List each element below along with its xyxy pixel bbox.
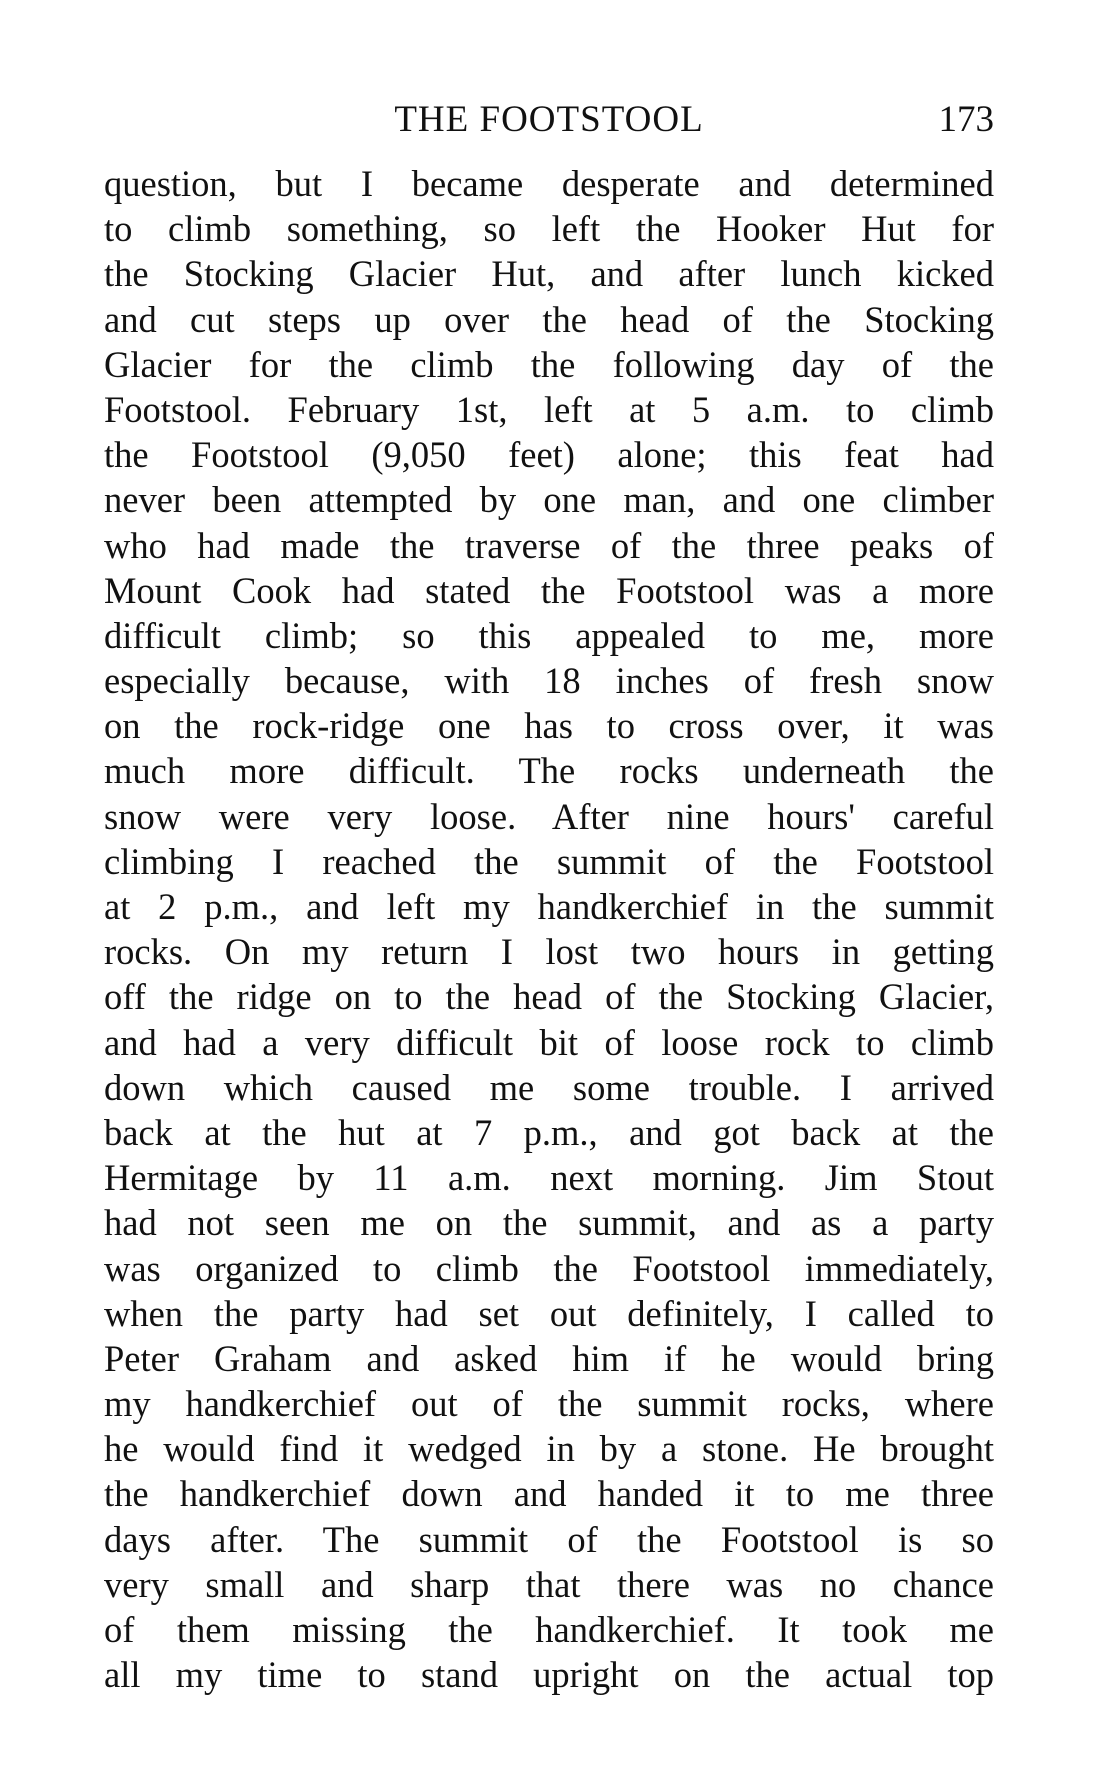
text-line: Mount Cook had stated the Footstool was a more [104,569,994,611]
text-line: when the party had set out definitely, I called to [104,1292,994,1334]
text-line: was organized to climb the Footstool immediately, [104,1247,994,1289]
text-line: at 2 p.m., and left my handkerchief in the summit [104,886,994,927]
text-line: my handkerchief out of the summit rocks, where [104,1383,994,1425]
running-title: THE FOOTSTOOL [394,99,704,140]
text-line: and cut steps up over the head of the Stocking [104,298,994,340]
text-line: Footstool. February 1st, left at 5 a.m. to climb [104,388,994,430]
text-line: difficult climb; so this appealed to me, more [104,614,994,656]
text-line: Glacier for the climb the following day of the [104,343,994,385]
text-line: rocks. On my return I lost two hours in getting [104,931,994,973]
text-line: Hermitage by 11 a.m. next morning. Jim Stout [104,1157,994,1199]
text-line: and had a very difficult bit of loose rock to climb [104,1021,994,1063]
text-line: had not seen me on the summit, and as a party [104,1202,994,1244]
text-line: back at the hut at 7 p.m., and got back at the [104,1111,994,1153]
text-line: never been attempted by one man, and one climber [104,479,994,521]
page-number: 173 [938,99,994,140]
text-line: days after. The summit of the Footstool is so [104,1518,994,1560]
text-line: the handkerchief down and handed it to me three [104,1473,994,1515]
text-line: Peter Graham and asked him if he would bring [104,1337,994,1379]
text-line: very small and sharp that there was no chance [104,1563,994,1605]
text-line: the Footstool (9,050 feet) alone; this feat had [104,434,994,476]
text-line: to climb something, so left the Hooker Hut for [104,208,994,250]
text-line: he would find it wedged in by a stone. He brought [104,1428,994,1470]
text-line: who had made the traverse of the three peaks of [104,524,994,566]
running-head [104,96,994,144]
text-line: climbing I reached the summit of the Footstool [104,840,994,882]
text-line: all my time to stand upright on the actual top [104,1654,994,1696]
text-line: down which caused me some trouble. I arrived [104,1066,994,1108]
text-line: snow were very loose. After nine hours' careful [104,795,994,837]
text-line: of them missing the handkerchief. It took me [104,1609,994,1650]
text-line: the Stocking Glacier Hut, and after lunch kicked [104,253,994,295]
body-text [104,161,994,1697]
text-line: much more difficult. The rocks underneath the [104,750,994,792]
text-line: question, but I became desperate and determined [104,163,994,204]
text-line: off the ridge on to the head of the Stocking Glacier, [104,976,994,1018]
text-line: especially because, with 18 inches of fresh snow [104,660,994,702]
text-line: on the rock-ridge one has to cross over, it was [104,705,994,747]
